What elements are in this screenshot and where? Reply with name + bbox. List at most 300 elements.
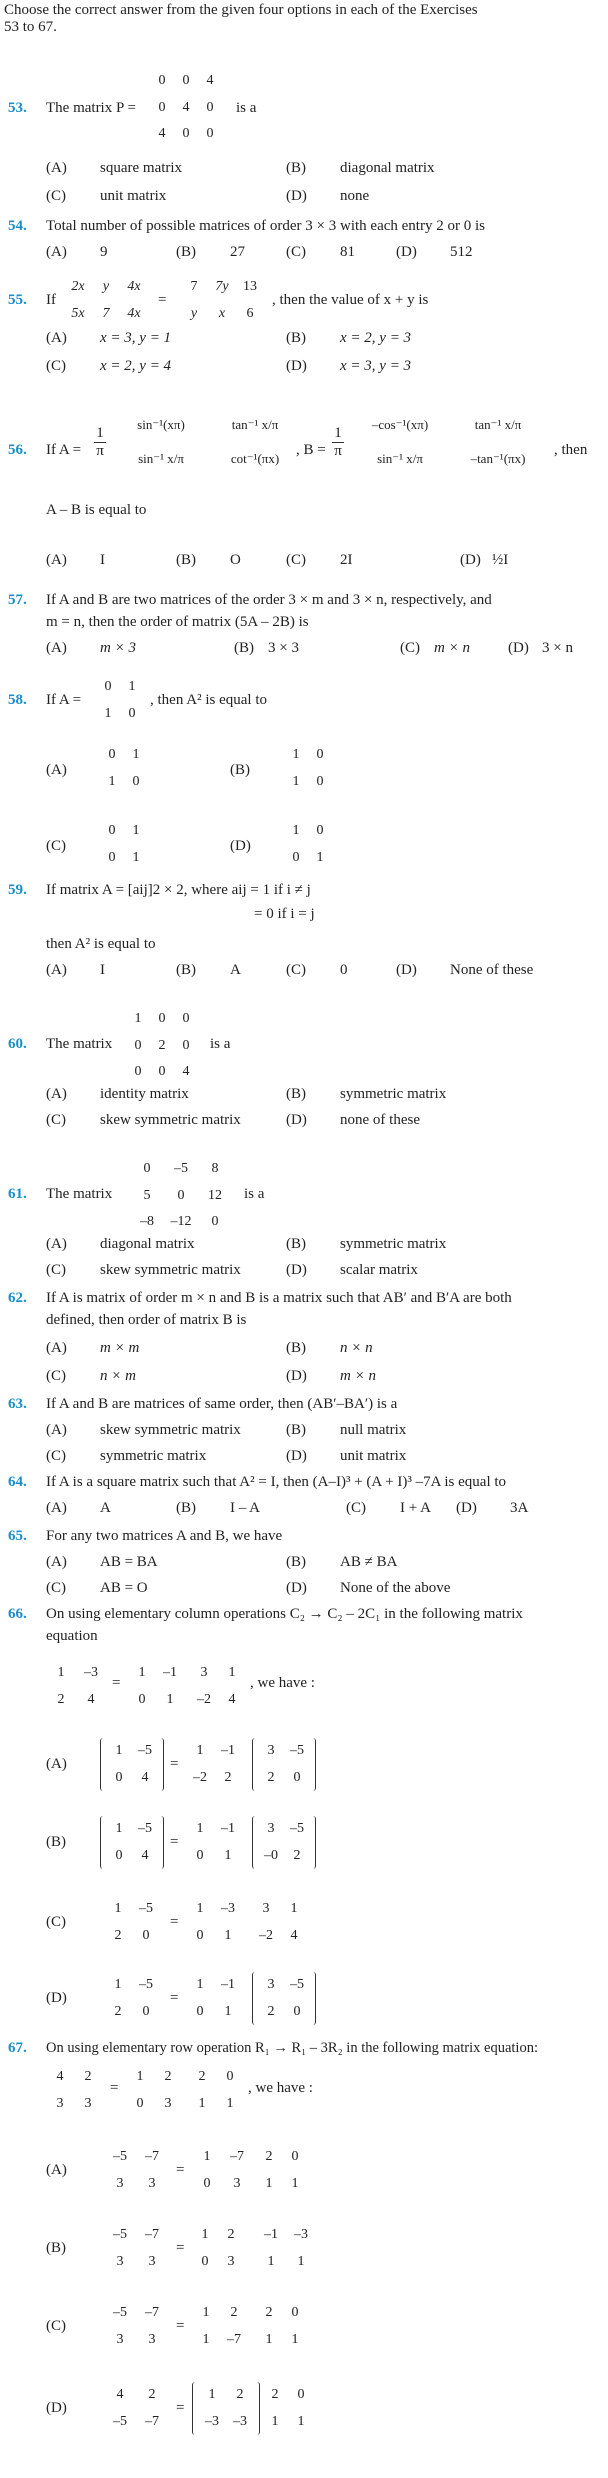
matrix-entry: 1 [203, 2149, 211, 2164]
matrix-entry: 1 [265, 2331, 273, 2347]
matrix-entry: 1 [224, 1927, 232, 1943]
matrix-lhs [46, 1660, 106, 1713]
matrix-entry: –7 [145, 2413, 159, 2429]
matrix-entry: 1 [271, 2413, 279, 2429]
matrix-entry: 1 [115, 1821, 123, 1836]
matrix-entry: 0 [136, 2095, 144, 2111]
matrix-entry: 2 [265, 2305, 273, 2320]
question-text: If A is matrix of order m × n and B is a matrix such that AB′ and B′A are both [46, 1290, 512, 1306]
option-b[interactable]: (B) 27 [176, 244, 245, 260]
matrix-entry: 4 [182, 1064, 190, 1080]
option-b-matrix-1[interactable] [100, 1816, 164, 1869]
option-b[interactable]: (B) null matrix [286, 1422, 407, 1438]
option-c[interactable]: (C) 2I [286, 552, 353, 568]
matrix-entry: –5 [113, 2413, 127, 2429]
matrix-entry: 1 [297, 2413, 305, 2429]
option-a-matrix-3[interactable] [256, 2144, 308, 2197]
matrix-factor1 [126, 2064, 182, 2117]
option-a[interactable]: (A) I [46, 552, 105, 568]
matrix-entry: –5 [139, 1901, 153, 1916]
matrix-entry: 1 [132, 747, 140, 762]
matrix [126, 1006, 198, 1086]
matrix-entry: 1 [202, 2331, 210, 2347]
matrix-entry: 3 [116, 2175, 124, 2191]
matrix-entry: 1 [132, 849, 140, 865]
option-c[interactable]: (C) x = 2, y = 4 [46, 358, 172, 374]
matrix-entry: –5 [113, 2305, 127, 2320]
matrix-entry: 0 [291, 2149, 299, 2164]
matrix-entry: y [190, 305, 198, 321]
matrix-entry: 2 [267, 1769, 275, 1785]
question-text: If A is a square matrix such that A² = I, then (A–I)³ + (A + I)³ –7A is equal to [46, 1474, 507, 1490]
matrix-entry: 1 [208, 2387, 216, 2402]
question-text: The matrix [46, 1036, 113, 1052]
matrix-entry: 3 [267, 1743, 275, 1758]
option-a-matrix-1[interactable] [100, 1738, 164, 1791]
matrix-a [96, 674, 144, 727]
question-number: 60. [8, 1036, 27, 1052]
matrix-entry: 3 [56, 2095, 64, 2111]
matrix-entry: 2 [236, 2387, 244, 2402]
question-text: If [46, 292, 56, 308]
option-c-matrix-1[interactable] [104, 1896, 160, 1949]
matrix-entry: 4 [141, 1847, 149, 1863]
matrix-entry: 1 [291, 2175, 299, 2191]
option-c[interactable]: (C) AB = O [46, 1580, 148, 1596]
matrix-entry: 0 [203, 2175, 211, 2191]
option-a[interactable]: (A) 9 [46, 244, 108, 260]
question-text: m = n, then the order of matrix (5A – 2B) is [46, 614, 309, 630]
option-a[interactable]: (A) AB = BA [46, 1554, 158, 1570]
matrix-entry: 1 [292, 747, 300, 762]
matrix-entry: –2 [197, 1691, 211, 1707]
equals-sign: = [176, 2162, 185, 2178]
question-text: The matrix P = [46, 100, 136, 116]
matrix-entry: 0 [206, 99, 214, 115]
option-a[interactable]: (A) I [46, 962, 105, 978]
question-text: If A = [46, 692, 82, 708]
matrix-entry: 7y [215, 279, 229, 294]
option-c[interactable]: (C) 81 [286, 244, 355, 260]
question-text: is a [236, 100, 257, 116]
matrix-entry: 0 [134, 1064, 142, 1080]
option-a[interactable]: (A) m × 3 [46, 640, 136, 656]
matrix-entry: 3 [148, 2175, 156, 2191]
option-b-matrix-2[interactable] [186, 1816, 242, 1869]
option-b-matrix-1[interactable] [104, 2222, 168, 2275]
matrix-entry: –3 [84, 1665, 98, 1680]
matrix-entry: 1 [265, 2175, 273, 2191]
matrix-entry: 5x [71, 305, 85, 321]
question-number: 66. [8, 1606, 27, 1622]
question-text: The matrix [46, 1186, 113, 1202]
matrix-entry: 3 [227, 2253, 235, 2269]
option-d-label[interactable]: (D) [46, 1990, 67, 2006]
matrix-entry: 1 [202, 2305, 210, 2320]
option-b[interactable]: (B) symmetric matrix [286, 1086, 447, 1102]
option-a-matrix-2[interactable] [186, 1738, 242, 1791]
option-b[interactable]: (B) 3 × 3 [234, 640, 299, 656]
matrix-entry: 1 [224, 1847, 232, 1863]
matrix-entry: 0 [108, 747, 116, 762]
matrix-entry: 0 [316, 773, 324, 789]
option-a[interactable]: (A) identity matrix [46, 1086, 189, 1102]
question-number: 63. [8, 1396, 27, 1412]
option-d[interactable]: (D) none [286, 188, 370, 204]
option-b-label[interactable]: (B) [46, 2240, 66, 2256]
option-a[interactable]: (A) x = 3, y = 1 [46, 330, 172, 346]
option-c-matrix-3[interactable] [256, 2300, 308, 2353]
question-number: 55. [8, 292, 27, 308]
matrix-entry: 8 [211, 1161, 219, 1176]
matrix-entry: 0 [158, 1011, 166, 1026]
option-c[interactable]: (C) skew symmetric matrix [46, 1262, 241, 1278]
matrix-entry: 3 [267, 1977, 275, 1992]
matrix-entry: –12 [170, 1214, 192, 1230]
option-d[interactable]: (D) 3 × n [508, 640, 573, 656]
option-b[interactable]: (B) n × n [286, 1340, 373, 1356]
option-c[interactable]: (C) n × m [46, 1368, 136, 1384]
matrix-entry: 0 [177, 1187, 185, 1203]
option-d-matrix-1[interactable] [104, 1972, 160, 2025]
option-d[interactable]: (D) none of these [286, 1112, 420, 1128]
matrix-entry: 5 [143, 1187, 151, 1203]
question-number: 67. [8, 2040, 27, 2056]
matrix-entry: 3 [233, 2175, 241, 2191]
option-b-matrix-3[interactable] [252, 1816, 316, 1869]
matrix-entry: 1 [134, 1011, 142, 1026]
option-b[interactable]: (B) I – A [176, 1500, 260, 1516]
question-text: On using elementary row operation R₁ → R₁ – 3R₂ in the following matrix equation: [46, 2040, 538, 2056]
matrix-entry: tan⁻¹ x/π [474, 417, 522, 432]
matrix-entry: 0 [138, 1691, 146, 1707]
option-c-matrix[interactable] [100, 818, 148, 871]
matrix-entry: 2 [164, 2069, 172, 2084]
matrix-p [150, 68, 222, 148]
matrix-entry: 1 [108, 773, 116, 789]
matrix-entry: –7 [145, 2149, 159, 2164]
matrix-entry: 7 [102, 305, 110, 321]
matrix-entry: 0 [292, 849, 300, 865]
option-d-matrix-2[interactable] [186, 1972, 242, 2025]
matrix-entry: 0 [293, 2003, 301, 2019]
matrix-entry: 0 [142, 1927, 150, 1943]
option-d-matrix-1[interactable] [104, 2382, 168, 2435]
option-d-matrix-2[interactable] [192, 2382, 260, 2435]
matrix-factor2 [188, 2064, 244, 2117]
matrix-entry: –3 [205, 2413, 219, 2429]
option-c[interactable]: (C) 0 [286, 962, 348, 978]
option-a-matrix[interactable] [100, 742, 148, 795]
question-text: then A² is equal to [46, 936, 156, 952]
matrix-entry: –3 [221, 1901, 235, 1916]
matrix-entry: 0 [132, 773, 140, 789]
matrix-entry: 3 [267, 1821, 275, 1836]
option-d[interactable]: (D) scalar matrix [286, 1262, 418, 1278]
equals-sign: = [176, 2240, 185, 2256]
matrix-a [112, 408, 300, 476]
option-d[interactable]: (D) unit matrix [286, 1448, 407, 1464]
matrix-entry: 0 [134, 1037, 142, 1053]
matrix-entry: 4x [127, 279, 141, 294]
question-text: For any two matrices A and B, we have [46, 1528, 283, 1544]
instruction-line: 53 to 67. [4, 19, 57, 35]
matrix-entry: –5 [138, 1821, 152, 1836]
matrix-entry: 0 [201, 2253, 209, 2269]
option-c[interactable]: (C) skew symmetric matrix [46, 1112, 241, 1128]
matrix-entry: 1 [224, 2003, 232, 2019]
matrix-entry: 2x [71, 279, 85, 294]
matrix-entry: 0 [158, 73, 166, 88]
matrix-entry: 0 [211, 1214, 219, 1230]
option-b[interactable]: (B) symmetric matrix [286, 1236, 447, 1252]
question-text: , B = [296, 442, 326, 458]
matrix-entry: –1 [221, 1977, 235, 1992]
option-d[interactable]: (D) ½I [460, 552, 509, 568]
matrix-entry: 2 [57, 1691, 65, 1707]
option-a-matrix-1[interactable] [104, 2144, 168, 2197]
matrix-entry: –7 [145, 2227, 159, 2242]
matrix-entry: 3 [116, 2331, 124, 2347]
matrix-entry: 2 [224, 1769, 232, 1785]
option-b-matrix[interactable] [284, 742, 332, 795]
matrix-entry: 4 [141, 1769, 149, 1785]
matrix-entry: –2 [193, 1769, 207, 1785]
option-a-label[interactable]: (A) [46, 762, 67, 778]
matrix-entry: 2 [198, 2069, 206, 2084]
matrix-entry: y [102, 279, 110, 294]
matrix-entry: 0 [291, 2305, 299, 2320]
matrix-entry: 2 [271, 2387, 279, 2402]
matrix-entry: 2 [227, 2227, 235, 2242]
fraction: 1 π [94, 425, 106, 460]
option-d-label[interactable]: (D) [46, 2400, 67, 2416]
matrix-entry: 0 [142, 2003, 150, 2019]
option-c-label[interactable]: (C) [46, 838, 66, 854]
option-b[interactable]: (B) x = 2, y = 3 [286, 330, 412, 346]
option-d[interactable]: (D) m × n [286, 1368, 376, 1384]
matrix-entry: 1 [291, 2331, 299, 2347]
option-a[interactable]: (A) A [46, 1500, 111, 1516]
option-d[interactable]: (D) 512 [396, 244, 473, 260]
question-text: defined, then order of matrix B is [46, 1312, 247, 1328]
matrix-entry: 2 [158, 1037, 166, 1053]
matrix-entry: –5 [138, 1743, 152, 1758]
option-d-matrix[interactable] [284, 818, 332, 871]
matrix-entry: 4 [116, 2387, 124, 2402]
question-number: 59. [8, 882, 27, 898]
option-b-label[interactable]: (B) [46, 1834, 66, 1850]
matrix-entry: 1 [196, 1821, 204, 1836]
matrix-entry: x [218, 305, 226, 321]
matrix-entry: 4 [87, 1691, 95, 1707]
matrix-entry: 0 [226, 2069, 234, 2084]
equals-sign: = [176, 2318, 185, 2334]
equals-sign: = [110, 2080, 119, 2096]
question-number: 64. [8, 1474, 27, 1490]
matrix-entry: –7 [230, 2149, 244, 2164]
question-number: 54. [8, 218, 27, 234]
option-a-label[interactable]: (A) [46, 1756, 67, 1772]
matrix-entry: –8 [140, 1214, 154, 1230]
matrix-entry: 0 [108, 823, 116, 838]
matrix-b [350, 408, 546, 476]
question-text: equation [46, 1628, 98, 1644]
equals-sign: = [176, 2400, 185, 2416]
matrix-entry: –5 [290, 1977, 304, 1992]
matrix-entry: 1 [297, 2253, 305, 2269]
matrix-entry: 1 [226, 2095, 234, 2111]
matrix-entry: 4 [56, 2069, 64, 2084]
option-b-label[interactable]: (B) [230, 762, 250, 778]
question-text: , we have : [248, 2080, 313, 2096]
matrix-entry: –5 [174, 1161, 188, 1176]
option-a-matrix-3[interactable] [252, 1738, 316, 1791]
option-d-label[interactable]: (D) [230, 838, 251, 854]
option-a-matrix-2[interactable] [192, 2144, 252, 2197]
option-c[interactable]: (C) I + A [346, 1500, 431, 1516]
question-number: 61. [8, 1186, 27, 1202]
matrix-entry: 0 [316, 823, 324, 838]
option-a[interactable]: (A) square matrix [46, 160, 183, 176]
option-c-label[interactable]: (C) [46, 2318, 66, 2334]
matrix-entry: 3 [148, 2253, 156, 2269]
question-text: , then A² is equal to [150, 692, 267, 708]
option-b[interactable]: (B) A [176, 962, 241, 978]
matrix-entry: 0 [158, 1064, 166, 1080]
question-text: is a [244, 1186, 265, 1202]
option-d[interactable]: (D) 3A [456, 1500, 529, 1516]
matrix-entry: 3 [148, 2331, 156, 2347]
matrix-entry: –1 [221, 1821, 235, 1836]
matrix-entry: –5 [113, 2227, 127, 2242]
matrix-entry: 2 [230, 2305, 238, 2320]
matrix-entry: 0 [206, 126, 214, 142]
question-text: is a [210, 1036, 231, 1052]
option-c-matrix-3[interactable] [252, 1896, 308, 1949]
matrix-entry: 0 [182, 126, 190, 142]
question-text: If A and B are matrices of same order, then (AB′–BA′) is a [46, 1396, 398, 1412]
option-c[interactable]: (C) unit matrix [46, 188, 167, 204]
matrix-entry: 0 [115, 1847, 123, 1863]
option-a[interactable]: (A) diagonal matrix [46, 1236, 195, 1252]
matrix-entry: –7 [227, 2331, 241, 2347]
matrix-entry: 3 [84, 2095, 92, 2111]
matrix-entry: 1 [128, 679, 136, 694]
matrix-entry: 4 [228, 1691, 236, 1707]
matrix-entry: 3 [116, 2253, 124, 2269]
option-b[interactable]: (B) O [176, 552, 241, 568]
matrix-entry: 2 [84, 2069, 92, 2084]
matrix-entry: 2 [114, 2003, 122, 2019]
matrix-entry: 0 [196, 1927, 204, 1943]
option-d[interactable]: (D) None of these [396, 962, 534, 978]
matrix-entry: 1 [267, 2253, 275, 2269]
option-d-matrix-3[interactable] [252, 1972, 316, 2025]
option-c[interactable]: (C) symmetric matrix [46, 1448, 207, 1464]
option-b-matrix-3[interactable] [256, 2222, 316, 2275]
matrix-entry: 1 [115, 1743, 123, 1758]
matrix-factor1 [128, 1660, 184, 1713]
matrix-entry: sin⁻¹ x/π [377, 450, 423, 466]
matrix-entry: 4 [206, 73, 214, 88]
matrix-entry: 1 [114, 1977, 122, 1992]
option-d[interactable]: (D) None of the above [286, 1580, 451, 1596]
fraction: 1 π [332, 425, 344, 460]
question-text: , we have : [250, 1675, 315, 1691]
option-c[interactable]: (C) m × n [400, 640, 470, 656]
matrix-entry: cot⁻¹(πx) [230, 450, 280, 466]
matrix-entry: –tan⁻¹(πx) [470, 450, 526, 466]
matrix-entry: 2 [114, 1927, 122, 1943]
option-a[interactable]: (A) m × m [46, 1340, 140, 1356]
matrix-entry: –5 [139, 1977, 153, 1992]
option-a-label[interactable]: (A) [46, 2162, 67, 2178]
question-text: , then the value of x + y is [272, 292, 429, 308]
matrix-entry: 4 [158, 126, 166, 142]
matrix-entry: 0 [108, 849, 116, 865]
matrix-entry: 1 [196, 1901, 204, 1916]
matrix-entry: 1 [57, 1665, 65, 1680]
option-c-matrix-2[interactable] [192, 2300, 248, 2353]
matrix-entry: 2 [148, 2387, 156, 2402]
question-number: 65. [8, 1528, 27, 1544]
question-text: If A = [46, 442, 82, 458]
question-text: , then [554, 442, 588, 458]
matrix-entry: 1 [136, 2069, 144, 2084]
option-c-matrix-2[interactable] [186, 1896, 242, 1949]
question-text: A – B is equal to [46, 502, 147, 518]
matrix-entry: 1 [292, 773, 300, 789]
matrix-entry: 3 [262, 1901, 270, 1916]
option-a[interactable]: (A) skew symmetric matrix [46, 1422, 241, 1438]
option-d[interactable]: (D) x = 3, y = 3 [286, 358, 412, 374]
matrix-entry: 3 [200, 1665, 208, 1680]
matrix-entry: 4 [182, 99, 190, 115]
equals-sign: = [170, 1990, 179, 2006]
option-b[interactable]: (B) AB ≠ BA [286, 1554, 398, 1570]
matrix-entry: 0 [297, 2387, 305, 2402]
option-d-matrix-3[interactable] [262, 2382, 314, 2435]
matrix-entry: 4x [127, 305, 141, 321]
matrix-entry: –2 [259, 1927, 273, 1943]
matrix-factor2 [190, 1660, 246, 1713]
option-c-label[interactable]: (C) [46, 1914, 66, 1930]
matrix-entry: tan⁻¹ x/π [231, 417, 279, 432]
matrix-entry: 0 [196, 2003, 204, 2019]
matrix-entry: 3 [164, 2095, 172, 2111]
option-b[interactable]: (B) diagonal matrix [286, 160, 435, 176]
question-number: 62. [8, 1290, 27, 1306]
matrix-entry: 1 [114, 1901, 122, 1916]
question-number: 53. [8, 100, 27, 116]
matrix-entry: 0 [316, 747, 324, 762]
matrix-entry: –5 [113, 2149, 127, 2164]
matrix-entry: 0 [182, 1011, 190, 1026]
matrix-entry: 4 [290, 1927, 298, 1943]
matrix-entry: 1 [228, 1665, 236, 1680]
matrix-entry: –1 [221, 1743, 235, 1758]
option-b-matrix-2[interactable] [192, 2222, 244, 2275]
matrix-entry: 1 [292, 823, 300, 838]
option-c-matrix-1[interactable] [104, 2300, 168, 2353]
question-text: On using elementary column operations C₂ → C₂ – 2C₁ in the following matrix [46, 1606, 523, 1622]
matrix-entry: 7 [190, 279, 198, 294]
equals-sign: = [112, 1675, 121, 1691]
matrix-entry: –1 [163, 1665, 177, 1680]
equals-sign: = [170, 1756, 179, 1772]
matrix-entry: –5 [290, 1743, 304, 1758]
